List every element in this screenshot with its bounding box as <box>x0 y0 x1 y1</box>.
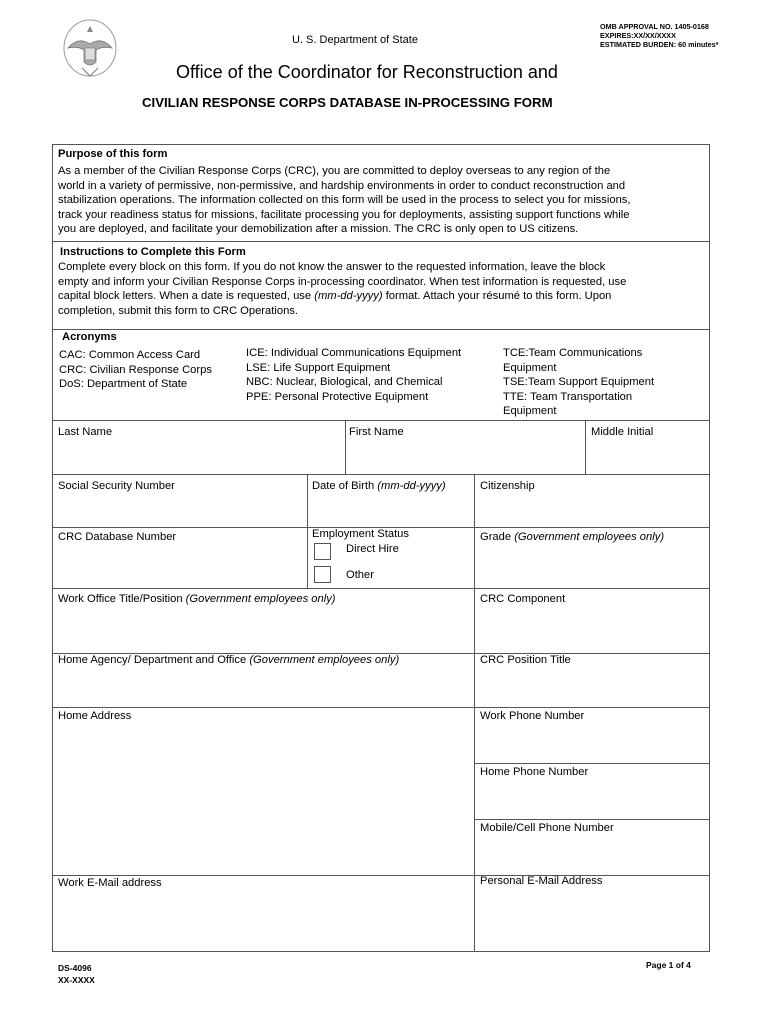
instructions-line: completion, submit this form to CRC Operations. <box>58 304 298 317</box>
divider <box>474 819 709 820</box>
purpose-line: As a member of the Civilian Response Corps (CRC), you are committed to deploy overseas to any region of the <box>58 165 611 177</box>
divider <box>345 420 346 474</box>
divider <box>307 474 308 588</box>
acronyms-col1 <box>59 348 212 392</box>
direct-hire-checkbox[interactable] <box>314 543 331 560</box>
acronym-item: TSE:Team Support Equipment <box>503 376 655 388</box>
crc-position-field[interactable]: CRC Position Title <box>480 654 571 666</box>
instructions-fragment: capital block letters. When a date is requested, use <box>58 290 315 302</box>
office-title: Office of the Coordinator for Reconstruction and <box>176 62 558 82</box>
omb-burden: ESTIMATED BURDEN: 60 minutes* <box>600 40 719 49</box>
acronyms-col3 <box>503 346 654 419</box>
other-label: Other <box>346 569 374 581</box>
divider <box>53 241 709 242</box>
divider <box>53 707 709 708</box>
dob-label: Date of Birth <box>312 480 378 492</box>
employment-status-label: Employment Status <box>312 528 410 540</box>
dob-field[interactable] <box>312 480 446 492</box>
department-seal-icon <box>62 18 118 82</box>
acronym-item: Equipment <box>503 361 557 374</box>
purpose-text <box>58 164 708 237</box>
first-name-field[interactable]: First Name <box>349 426 404 438</box>
divider <box>53 588 709 589</box>
work-office-label: Work Office Title/Position <box>58 593 186 605</box>
acronyms-col2 <box>246 346 461 404</box>
instructions-line: Complete every block on this form. If you do not know the answer to the requested information, leave the block <box>58 261 606 273</box>
home-agency-field[interactable] <box>58 654 399 666</box>
home-agency-note: (Government employees only) <box>249 654 400 666</box>
form-number <box>58 962 95 986</box>
work-email-field[interactable]: Work E-Mail address <box>58 877 162 889</box>
other-checkbox[interactable] <box>314 566 331 583</box>
omb-approval <box>600 22 718 49</box>
divider <box>474 474 475 952</box>
acronym-item: TCE:Team Communications <box>503 347 643 359</box>
divider <box>474 763 709 764</box>
purpose-line: world in a variety of permissive, non-permissive, and hardship environments in order to conduct reconstruction and <box>58 179 626 192</box>
acronyms-heading: Acronyms <box>62 331 117 343</box>
form-code-label: XX-XXXX <box>58 975 95 985</box>
last-name-field[interactable]: Last Name <box>58 426 113 438</box>
instructions-fragment: format. Attach your résumé to this form. Upon <box>382 290 612 302</box>
divider <box>53 420 709 421</box>
direct-hire-label: Direct Hire <box>346 543 399 555</box>
instructions-text <box>58 260 708 318</box>
citizenship-field[interactable]: Citizenship <box>480 480 535 492</box>
home-phone-field[interactable]: Home Phone Number <box>480 766 589 778</box>
work-office-field[interactable] <box>58 593 336 605</box>
mobile-phone-field[interactable]: Mobile/Cell Phone Number <box>480 822 614 834</box>
purpose-line: track your readiness status for missions, facilitate processing you for deployments, assisting support functions while <box>58 208 630 221</box>
middle-initial-field[interactable]: Middle Initial <box>591 426 654 438</box>
acronym-item: LSE: Life Support Equipment <box>246 361 391 374</box>
acronym-item: ICE: Individual Communications Equipment <box>246 347 462 359</box>
omb-number: OMB APPROVAL NO. 1405-0168 <box>600 22 709 31</box>
instructions-line: empty and inform your Civilian Response Corps in-processing coordinator. When test information is requested, use <box>58 275 627 288</box>
form-body <box>52 144 710 952</box>
acronym-item: CAC: Common Access Card <box>59 349 201 361</box>
acronym-item: PPE: Personal Protective Equipment <box>246 390 429 403</box>
divider <box>585 420 586 474</box>
acronym-item: NBC: Nuclear, Biological, and Chemical <box>246 376 443 388</box>
work-office-note: (Government employees only) <box>185 593 336 605</box>
crc-component-field[interactable]: CRC Component <box>480 593 566 605</box>
page-number: Page 1 of 4 <box>646 960 691 970</box>
grade-field[interactable] <box>480 531 664 543</box>
acronym-item: CRC: Civilian Response Corps <box>59 363 212 376</box>
instructions-heading: Instructions to Complete this Form <box>60 246 246 258</box>
date-format: (mm-dd-yyyy) <box>314 290 383 302</box>
purpose-line: you are deployed, and facilitate your demobilization after a mission. The CRC is only open to US citizens. <box>58 223 579 235</box>
acronym-item: Equipment <box>503 405 557 417</box>
form-title: CIVILIAN RESPONSE CORPS DATABASE IN-PROCESSING FORM <box>142 95 553 110</box>
form-number-label: DS-4096 <box>58 963 92 973</box>
dob-format: (mm-dd-yyyy) <box>377 480 446 492</box>
omb-expires: EXPIRES:XX/XX/XXXX <box>600 31 676 40</box>
purpose-heading: Purpose of this form <box>58 148 168 160</box>
personal-email-field[interactable]: Personal E-Mail Address <box>480 875 603 887</box>
acronym-item: DoS: Department of State <box>59 378 188 390</box>
crc-database-number-field[interactable]: CRC Database Number <box>58 531 177 543</box>
agency-name: U. S. Department of State <box>292 34 418 46</box>
home-address-field[interactable]: Home Address <box>58 710 132 722</box>
ssn-field[interactable]: Social Security Number <box>58 480 175 492</box>
purpose-line: stabilization operations. The information collected on this form will be used in the process to select you for missions, <box>58 194 631 206</box>
divider <box>53 875 709 876</box>
instructions-line <box>58 289 708 304</box>
work-phone-field[interactable]: Work Phone Number <box>480 710 585 722</box>
home-agency-label: Home Agency/ Department and Office <box>58 654 250 666</box>
grade-label: Grade <box>480 531 515 543</box>
grade-note: (Government employees only) <box>514 531 665 543</box>
acronym-item: TTE: Team Transportation <box>503 390 633 403</box>
divider <box>53 474 709 475</box>
divider <box>53 329 709 330</box>
